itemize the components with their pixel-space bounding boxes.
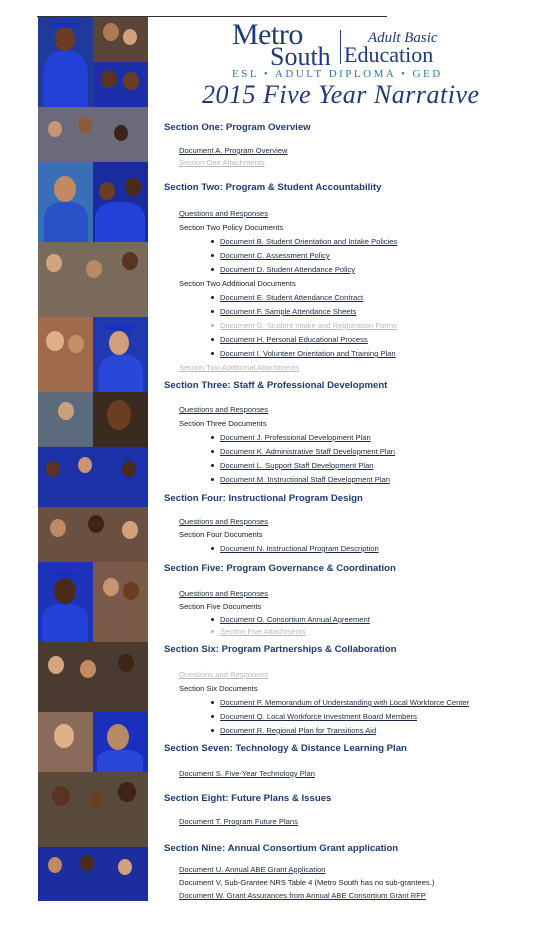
link-section-four-qa[interactable]: Questions and Responses — [179, 517, 269, 526]
link-section-two-qa[interactable]: Questions and Responses — [179, 209, 269, 218]
photo-graduates-pair — [93, 62, 148, 107]
bullet — [211, 630, 214, 633]
section-eight-heading: Section Eight: Future Plans & Issues — [164, 793, 332, 804]
photo-graduate-man — [93, 712, 148, 772]
photo-mother-child — [38, 772, 148, 847]
bullet — [211, 547, 214, 550]
link-section-six-qa[interactable]: Questions and Responses — [179, 670, 269, 679]
bullet — [211, 324, 214, 327]
bullet — [211, 254, 214, 257]
section-two-additional-label: Section Two Additional Documents — [179, 279, 296, 288]
link-document-s[interactable]: Document S. Five-Year Technology Plan — [179, 769, 315, 778]
logo-divider — [340, 30, 341, 64]
bullet — [211, 464, 214, 467]
page-title: 2015 Five Year Narrative — [202, 80, 480, 109]
link-document-t[interactable]: Document T. Program Future Plans — [179, 817, 298, 826]
logo-adult-basic-text: Adult Basic — [368, 30, 438, 46]
link-document-l[interactable]: Document L. Support Staff Development Plan — [220, 461, 374, 470]
logo-education-text: Education — [344, 42, 434, 67]
link-section-five-attachments[interactable]: Section Five Attachments — [220, 627, 306, 636]
link-section-five-qa[interactable]: Questions and Responses — [179, 589, 269, 598]
section-three-heading: Section Three: Staff & Professional Development — [164, 380, 388, 391]
bullet — [211, 352, 214, 355]
bullet — [211, 296, 214, 299]
link-document-f[interactable]: Document F. Sample Attendance Sheets — [220, 307, 357, 316]
photo-student-woman — [38, 162, 93, 242]
bullet — [211, 338, 214, 341]
bullet — [211, 450, 214, 453]
link-document-q[interactable]: Document Q. Local Workforce Investment Board Members — [220, 712, 417, 721]
section-one-heading: Section One: Program Overview — [164, 122, 311, 133]
section-six-docs-label: Section Six Documents — [179, 684, 258, 693]
photo-group-indoor — [38, 507, 148, 562]
photo-women — [38, 317, 93, 392]
link-document-d[interactable]: Document D. Student Attendance Policy — [220, 265, 356, 274]
photo-graduate-couple — [93, 562, 148, 642]
photo-graduate-laughing — [38, 562, 93, 642]
bullet — [211, 701, 214, 704]
photo-graduates-line — [38, 447, 148, 507]
photo-collage — [38, 17, 148, 901]
photo-graduation-crowd — [38, 847, 148, 901]
section-six-heading: Section Six: Program Partnerships & Collaboration — [164, 644, 397, 655]
photo-classroom — [38, 107, 148, 162]
link-document-n[interactable]: Document N. Instructional Program Description — [220, 544, 379, 553]
link-document-o[interactable]: Document O. Consortium Annual Agreement — [220, 615, 370, 624]
photo-family — [93, 17, 148, 62]
link-document-c[interactable]: Document C. Assessment Policy — [220, 251, 330, 260]
section-two-policy-label: Section Two Policy Documents — [179, 223, 284, 232]
link-document-i[interactable]: Document I. Volunteer Orientation and Training Plan — [220, 349, 396, 358]
document-v-text: Document V, Sub-Grantee NRS Table 4 (Metro South has no sub-grantees.) — [179, 878, 435, 887]
bullet — [211, 478, 214, 481]
link-document-g[interactable]: Document G. Student Intake and Registration Forms — [220, 321, 397, 330]
logo-metro-text: Metro — [232, 18, 303, 51]
link-section-one-attachments[interactable]: Section One Attachments — [179, 158, 265, 167]
section-seven-heading: Section Seven: Technology & Distance Learning Plan — [164, 743, 407, 754]
bullet — [211, 240, 214, 243]
photo-friends — [38, 642, 148, 712]
link-document-e[interactable]: Document E. Student Attendance Contract — [220, 293, 364, 302]
link-document-u[interactable]: Document U. Annual ABE Grant Application — [179, 865, 326, 874]
section-four-heading: Section Four: Instructional Program Design — [164, 493, 363, 504]
photo-woman-smiling — [38, 712, 93, 772]
section-two-heading: Section Two: Program & Student Accountability — [164, 182, 382, 193]
bullet — [211, 310, 214, 313]
link-document-b[interactable]: Document B. Student Orientation and Intake Policies — [220, 237, 398, 246]
photo-graduates-group — [93, 162, 148, 242]
photo-computer — [38, 392, 93, 447]
logo-south-text: South — [270, 42, 331, 71]
link-document-j[interactable]: Document J. Professional Development Plan — [220, 433, 371, 442]
section-three-docs-label: Section Three Documents — [179, 419, 267, 428]
photo-smiling-man — [93, 392, 148, 447]
link-document-h[interactable]: Document H. Personal Educational Process — [220, 335, 368, 344]
photo-seniors — [38, 242, 148, 317]
link-document-r[interactable]: Document R. Regional Plan for Transitions Aid — [220, 726, 377, 735]
bullet — [211, 268, 214, 271]
link-document-p[interactable]: Document P. Memorandum of Understanding with Local Workforce Center — [220, 698, 470, 707]
section-five-heading: Section Five: Program Governance & Coordination — [164, 563, 396, 574]
bullet — [211, 618, 214, 621]
link-document-k[interactable]: Document K. Administrative Staff Development Plan — [220, 447, 396, 456]
link-document-a[interactable]: Document A. Program Overview — [179, 146, 288, 155]
photo-graduate-woman — [93, 317, 148, 392]
section-five-docs-label: Section Five Documents — [179, 602, 262, 611]
link-section-three-qa[interactable]: Questions and Responses — [179, 405, 269, 414]
link-document-w[interactable]: Document W. Grant Assurances from Annual ABE Consortium Grant RFP — [179, 891, 426, 900]
tagline: ESL • ADULT DIPLOMA • GED — [232, 68, 443, 80]
bullet — [211, 729, 214, 732]
link-section-two-additional-attachments[interactable]: Section Two Additional Attachments — [179, 363, 300, 372]
section-nine-heading: Section Nine: Annual Consortium Grant application — [164, 843, 399, 854]
bullet — [211, 715, 214, 718]
photo-graduate — [38, 17, 93, 107]
bullet — [211, 436, 214, 439]
link-document-m[interactable]: Document M. Instructional Staff Development Plan — [220, 475, 390, 484]
section-four-docs-label: Section Four Documents — [179, 530, 263, 539]
